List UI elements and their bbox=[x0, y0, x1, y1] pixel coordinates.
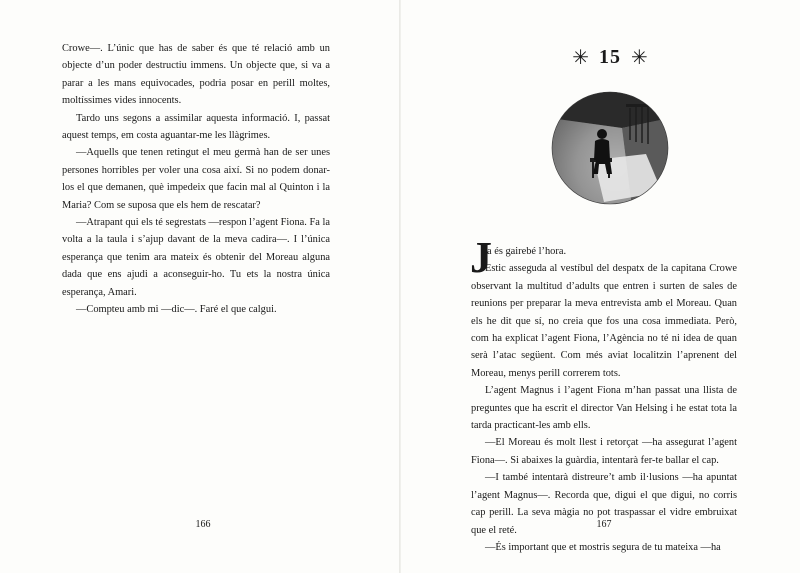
paragraph: —Aquells que tenen retingut el meu germà han de ser unes persones horribles per voler una cosa així. Si no podem donar-los el que demanen, què impedeix que facin mal al Quinton i la Maria? Com se suposa que els hem de rescatar? bbox=[62, 147, 330, 211]
prison-cell-illustration bbox=[550, 88, 670, 208]
star-ornament-icon: ✳ bbox=[572, 45, 589, 69]
first-paragraph bbox=[471, 243, 737, 260]
chapter-heading bbox=[555, 45, 665, 69]
left-page-text bbox=[62, 40, 330, 319]
paragraph: —Compteu amb mi —dic—. Faré el que calgui. bbox=[76, 304, 277, 316]
paragraph: —Atrapant qui els té segrestats —respon l’agent Fiona. Fa la volta a la taula i s’ajup davant de la meva cadira—. I l’única esperança que tenim ara mateix és obtenir del Moreau alguna dada que ens ajudi a aconseguir-ho. Tu ets la nostra única esperança, Amari. bbox=[62, 217, 330, 298]
star-ornament-icon: ✳ bbox=[631, 45, 648, 69]
chapter-number: 15 bbox=[599, 45, 621, 68]
paragraph: L’agent Magnus i l’agent Fiona m’han passat una llista de preguntes que ha escrit el director Van Helsing i he estat tota la tarda practicant-les amb ells. bbox=[471, 385, 737, 432]
first-paragraph-text: a és gairebé l’hora. bbox=[487, 246, 567, 257]
paragraph: —El Moreau és molt llest i retorçat —ha assegurat l’agent Fiona—. Si abaixes la guàrdia, intentarà fer-te ballar el cap. bbox=[471, 437, 737, 466]
paragraph: Tardo uns segons a assimilar aquesta informació. I, passat aquest temps, em costa aguantar-me les llàgrimes. bbox=[62, 112, 330, 142]
paragraph: Estic asseguda al vestíbul del despatx de la capitana Crowe observant la multitud d’adults que entren i surten de sales de reunions per preparar la meva entrevista amb el Moreau. Quan els he dit que sí, no creia que fos una cosa immediata. Però, com ha explicat l’agent Fiona, l’Agència no té ni idea de quan serà l’atac següent. Com més aviat localitzin l’aprenent del Moreau, menys perill correrem tots. bbox=[471, 263, 737, 379]
page-number-left: 166 bbox=[195, 519, 211, 530]
drop-cap: J bbox=[470, 233, 492, 282]
paragraph: —I també intentarà distreure’t amb il·lusions —ha apuntat l’agent Magnus—. Recorda que, digui el que digui, no corris cap perill. La seva màgia no pot traspassar el vidre embruixat que el reté. bbox=[471, 472, 737, 536]
paragraph: —És important que et mostris segura de tu mateixa —ha bbox=[485, 541, 721, 553]
page-number-right: 167 bbox=[596, 519, 612, 530]
left-page bbox=[0, 0, 399, 573]
right-page-text bbox=[471, 243, 737, 556]
paragraph: Crowe—. L’únic que has de saber és que té relació amb un objecte d’un poder destructiu immens. Un objecte que, si va a parar a les mans equivocades, podria posar en perill moltes, moltíssimes vides innocents. bbox=[62, 43, 330, 107]
